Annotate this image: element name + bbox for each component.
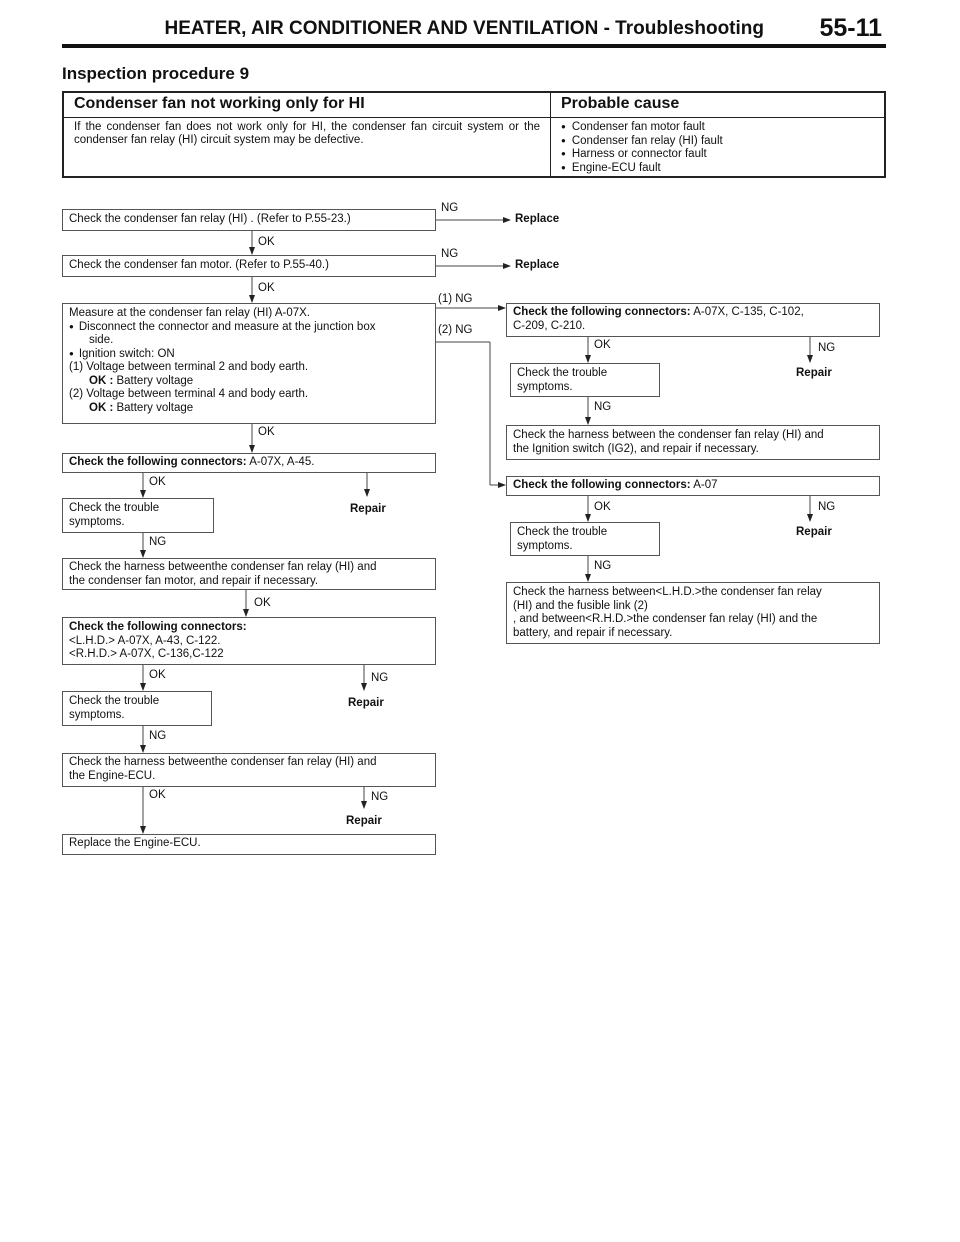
step-bullet: ● Ignition switch: ON	[69, 348, 429, 362]
cause-item: ● Engine-ECU fault	[561, 162, 723, 176]
step-line: symptoms.	[69, 515, 125, 528]
step-line: battery, and repair if necessary.	[513, 626, 673, 639]
symptom-description: If the condenser fan does not work only for HI, the condenser fan circuit system or the condenser fan relay (HI) circuit system may be defective.	[74, 121, 540, 146]
step-check-harness-motor	[62, 558, 436, 590]
step-line: Check the trouble	[69, 695, 160, 707]
step-line: Measure at the condenser fan relay (HI) A-07X.	[69, 307, 310, 319]
step-check-connectors-c	[506, 303, 880, 337]
step-check-harness-ig2	[506, 425, 880, 460]
step-line: the Engine-ECU.	[69, 769, 156, 782]
step-line: Check the harness between<L.H.D.>the condenser fan relay	[513, 586, 822, 598]
repair-action: Repair	[348, 697, 384, 709]
ok-label: OK	[149, 669, 166, 681]
step-check-motor	[62, 255, 436, 277]
step-check-connectors-b	[62, 617, 436, 665]
ok-label: OK	[594, 339, 611, 351]
step-check-connectors-d	[506, 476, 880, 496]
cause-header: Probable cause	[561, 95, 680, 112]
step-line: Check the trouble	[69, 502, 160, 514]
step-line: Check the harness betweenthe condenser fan relay (HI) and	[69, 756, 377, 768]
ng-2-label: (2) NG	[438, 324, 473, 336]
ng-label: NG	[149, 536, 167, 548]
step-line: Check the trouble	[517, 526, 608, 538]
repair-action: Repair	[346, 815, 382, 827]
step-check-harness-ecu	[62, 753, 436, 787]
replace-action: Replace	[515, 213, 560, 225]
step-line: , and between<R.H.D.>the condenser fan relay (HI) and the	[513, 613, 818, 625]
step-text-bold: Check the following connectors:	[513, 306, 691, 318]
step-line: (1) Voltage between terminal 2 and body earth.	[69, 361, 309, 373]
step-line	[513, 306, 873, 320]
step-line: the condenser fan motor, and repair if necessary.	[69, 574, 319, 587]
ok-label: OK	[258, 282, 275, 294]
ng-label: NG	[594, 401, 612, 413]
repair-action: Repair	[796, 367, 832, 379]
replace-action: Replace	[515, 259, 560, 271]
step-check-relay	[62, 209, 436, 231]
ng-label: NG	[149, 730, 167, 742]
ok-label: OK	[258, 426, 275, 438]
page-number: 55-11	[819, 14, 882, 42]
cause-item: ● Condenser fan relay (HI) fault	[561, 135, 723, 149]
ok-label: OK	[254, 597, 271, 609]
ok-condition	[69, 375, 429, 389]
ng-label: NG	[441, 248, 459, 260]
step-line: the Ignition switch (IG2), and repair if necessary.	[513, 442, 759, 455]
step-text: Check the condenser fan motor. (Refer to P.55-40.)	[69, 259, 329, 271]
step-text: Replace the Engine-ECU.	[69, 837, 201, 849]
step-measure-relay	[62, 303, 436, 424]
ok-label: OK	[149, 476, 166, 488]
step-text: Check the condenser fan relay (HI) . (Refer to P.55-23.)	[69, 213, 351, 225]
step-line: symptoms.	[517, 539, 573, 552]
step-line: Check the harness betweenthe condenser fan relay (HI) and	[69, 561, 377, 573]
step-line: C-209, C-210.	[513, 319, 586, 332]
ok-condition-label: OK :	[89, 374, 114, 387]
ok-label: OK	[149, 789, 166, 801]
ok-condition-value: Battery voltage	[113, 401, 194, 414]
ok-condition	[69, 402, 429, 416]
ng-label: NG	[441, 202, 459, 214]
step-text-bold: Check the following connectors:	[513, 479, 691, 491]
ng-label: NG	[371, 791, 389, 803]
step-trouble-symptoms	[510, 363, 660, 397]
ng-label: NG	[818, 342, 836, 354]
step-line: Check the trouble	[517, 367, 608, 379]
step-line: symptoms.	[69, 708, 125, 721]
ok-label: OK	[258, 236, 275, 248]
step-line: <L.H.D.> A-07X, A-43, C-122.	[69, 634, 221, 647]
repair-action: Repair	[796, 526, 832, 538]
symptom-header: Condenser fan not working only for HI	[74, 95, 365, 112]
ng-1-label: (1) NG	[438, 293, 473, 305]
step-check-harness-fusible-link	[506, 582, 880, 644]
repair-action: Repair	[350, 503, 386, 515]
step-text: A-07X, C-135, C-102,	[690, 306, 804, 318]
ng-label: NG	[371, 672, 389, 684]
step-trouble-symptoms	[510, 522, 660, 556]
step-line: Check the harness between the condenser fan relay (HI) and	[513, 429, 824, 441]
step-bullet: ● Disconnect the connector and measure at the junction box	[69, 321, 429, 335]
step-trouble-symptoms	[62, 691, 212, 726]
step-line: <R.H.D.> A-07X, C-136,C-122	[69, 648, 224, 660]
ok-label: OK	[594, 501, 611, 513]
cause-item: ● Harness or connector fault	[561, 148, 723, 162]
procedure-title: Inspection procedure 9	[62, 64, 250, 83]
step-trouble-symptoms	[62, 498, 214, 533]
step-line: (2) Voltage between terminal 4 and body earth.	[69, 388, 309, 400]
cause-item: ● Condenser fan motor fault	[561, 121, 723, 135]
ok-condition-label: OK :	[89, 401, 114, 414]
step-text: A-07X, A-45.	[246, 456, 315, 468]
step-text: A-07	[690, 479, 718, 491]
step-check-connectors-a	[62, 453, 436, 473]
ok-condition-value: Battery voltage	[113, 374, 194, 387]
ng-label: NG	[594, 560, 612, 572]
step-line: Check the following connectors:	[69, 621, 247, 633]
section-title: HEATER, AIR CONDITIONER AND VENTILATION - Troubleshooting	[164, 18, 764, 39]
step-replace-ecu	[62, 834, 436, 855]
step-line: (HI) and the fusible link (2)	[513, 599, 648, 612]
ng-label: NG	[818, 501, 836, 513]
step-line: side.	[89, 334, 114, 346]
step-line: symptoms.	[517, 380, 573, 393]
step-text-bold: Check the following connectors:	[69, 456, 247, 468]
